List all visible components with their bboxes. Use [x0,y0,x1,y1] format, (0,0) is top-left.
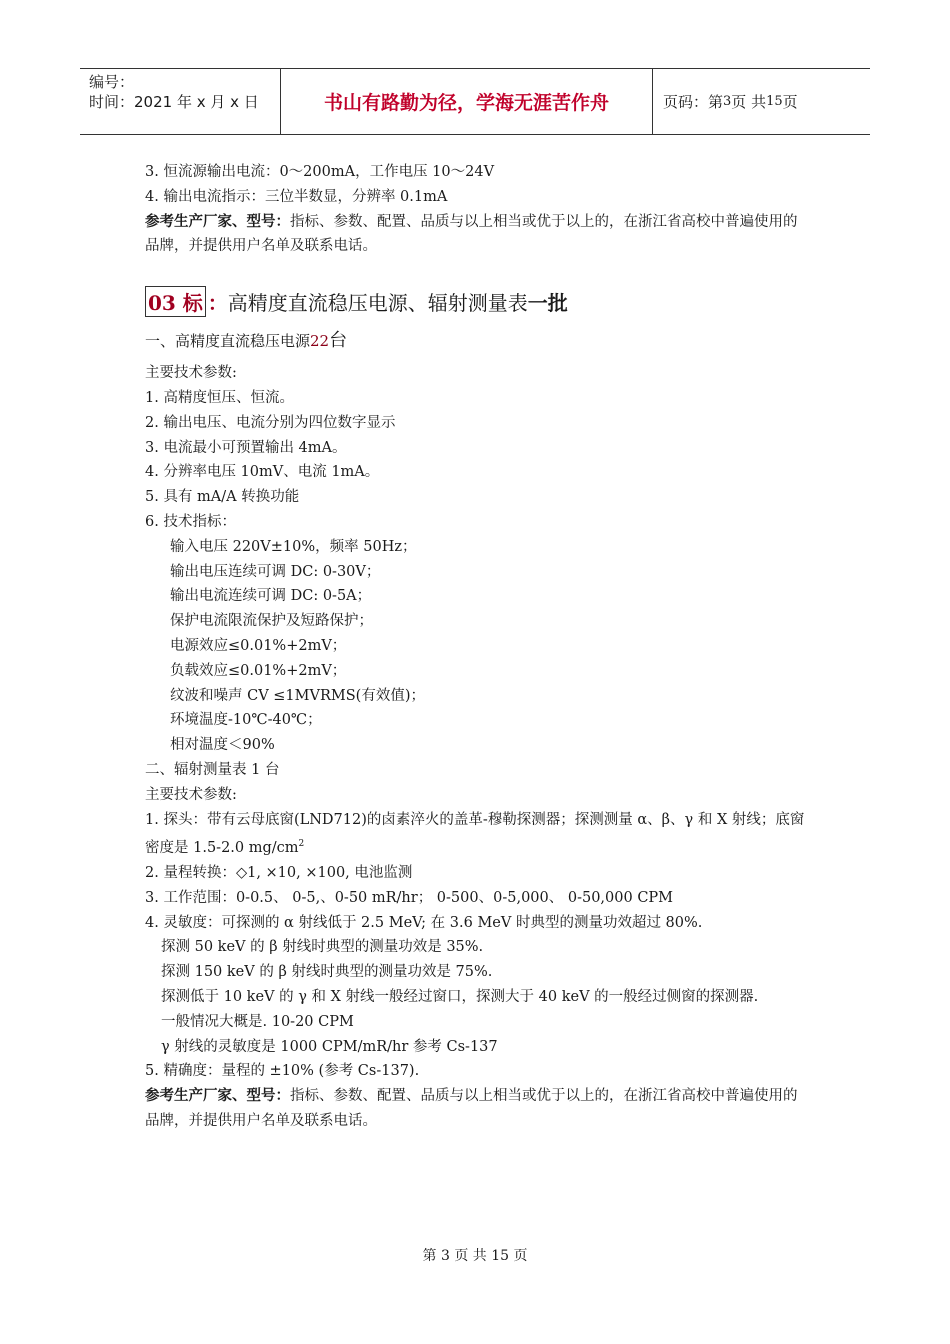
sensitivity-line: 一般情况大概是. 10-20 CPM [161,1013,354,1030]
part1-params-label: 主要技术参数: [145,365,237,382]
page-header [80,68,870,135]
part1-heading-prefix: 一、高精度直流稳压电源 [145,332,311,351]
page-suffix: 页 [782,93,798,111]
spec-line: 输出电流连续可调 DC: 0-5A； [170,588,372,605]
reference-text: 指标、参数、配置、品质与以上相当或优于以上的，在浙江省高校中普遍使用的品牌，并提供用户名单及联系电话。 [145,213,798,255]
part2-item: 2. 量程转换：◇1, ×10, ×100, 电池监测 [145,864,413,881]
intro-item: 4. 输出电流指示：三位半数显，分辨率 0.1mA [145,188,448,205]
page-total: 15 [766,94,783,109]
page-middle: 页 共 [731,93,767,111]
part2-heading: 二、辐射测量表 1 台 [145,761,280,778]
part1-item: 2. 输出电压、电流分别为四位数字显示 [145,414,396,431]
part2-item1-sup: 2 [298,839,305,850]
spec-line: 输出电压连续可调 DC: 0-30V； [170,563,381,580]
part1-item: 5. 具有 mA/A 转换功能 [145,489,300,506]
spec-line: 电源效应≤0.01%+2mV； [170,637,347,654]
section-tag: 03 标 [145,286,206,317]
spec-line: 相对温度＜90% [170,737,275,754]
section-colon: ： [207,290,228,315]
part1-item: 1. 高精度恒压、恒流。 [145,389,294,406]
reference-paragraph [145,210,810,260]
document-number-label: 编号： [89,73,135,91]
page-footer [0,1245,950,1265]
sensitivity-line: 探测 50 keV 的 β 射线时典型的测量功效是 35%. [161,939,484,956]
part2-params-label: 主要技术参数: [145,786,237,803]
part1-qty: 22 [310,332,330,351]
spec-line: 纹波和噪声 CV ≤1MVRMS(有效值)； [170,687,425,704]
reference-paragraph [145,1084,810,1134]
sensitivity-paragraph: 探测低于 10 keV 的 γ 和 X 射线一般经过窗口，探测大于 40 keV 的一般经过侧窗的探测器. [161,988,759,1005]
part2-item: 3. 工作范围：0-0.5、 0-5,、0-50 mR/hr； 0-500、0-5,000、 0-50,000 CPM [145,889,674,906]
part1-item: 4. 分辨率电压 10mV、电流 1mA。 [145,464,380,481]
intro-item: 3. 恒流源输出电流：0～200mA，工作电压 10～24V [145,164,495,180]
page-prefix: 页码：第 [663,93,724,111]
section-title-end: 一批 [527,290,568,315]
part1-item: 6. 技术指标： [145,513,236,530]
document-date: 时间：2021 年 x 月 x 日 [89,93,259,111]
header-meta [80,69,281,134]
part2-item: 5. 精确度：量程的 ±10% (参考 Cs-137). [145,1063,420,1080]
part1-heading [145,326,810,352]
footer-middle: 页 共 [454,1248,487,1264]
section-title: 高精度直流稳压电源、辐射测量表 [227,290,528,315]
header-page-info [653,69,870,134]
spec-line: 环境温度-10℃-40℃； [170,712,322,729]
reference-text: 指标、参数、配置、品质与以上相当或优于以上的，在浙江省高校中普遍使用的品牌，并提供用户名单及联系电话。 [145,1088,798,1129]
footer-suffix: 页 [513,1248,528,1264]
document-body [145,160,810,1134]
sensitivity-line: γ 射线的灵敏度是 1000 CPM/mR/hr 参考 Cs-137 [161,1038,498,1055]
spec-line: 保护电流限流保护及短路保护； [170,613,373,630]
part2-item: 4. 灵敏度：可探测的 α 射线低于 2.5 MeV; 在 3.6 MeV 时典型的测量功效超过 80%. [145,914,703,931]
footer-total: 15 [491,1248,510,1264]
part2-item [145,808,810,861]
footer-current: 3 [440,1248,450,1264]
sensitivity-line: 探测 150 keV 的 β 射线时典型的测量功效是 75%. [161,964,493,981]
part1-item: 3. 电流最小可预置输出 4mA。 [145,439,347,456]
spec-line: 负载效应≤0.01%+2mV； [170,662,347,679]
section-heading [145,281,810,321]
page-current: 3 [723,94,732,109]
reference-label: 参考生产厂家、型号： [145,1087,290,1105]
reference-label: 参考生产厂家、型号： [145,212,290,230]
footer-prefix: 第 [422,1248,437,1264]
spec-line: 输入电压 220V±10%，频率 50Hz； [170,538,417,555]
part2-item1-text: 1. 探头：带有云母底窗(LND712)的卤素淬火的盖革-穆勒探测器；探测测量 α、β、γ 和 X 射线；底窗密度是 1.5-2.0 mg/cm [145,811,805,857]
header-motto: 书山有路勤为径，学海无涯苦作舟 [281,69,653,134]
part1-unit: 台 [329,330,348,352]
